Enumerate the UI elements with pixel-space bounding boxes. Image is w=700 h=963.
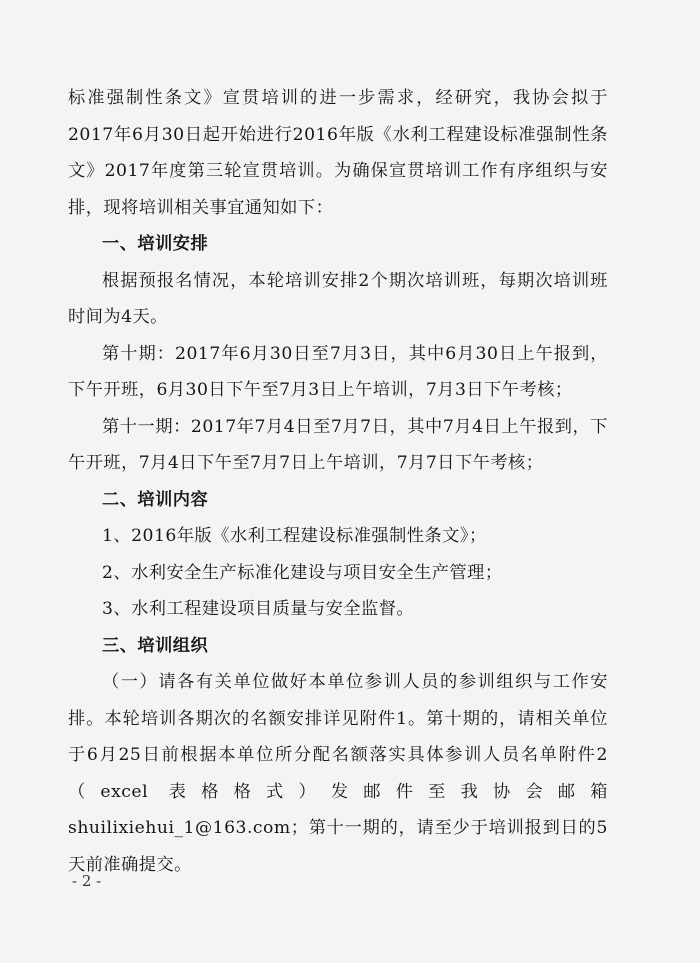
- document-body: [68, 80, 608, 883]
- paragraph-schedule-overview: 根据预报名情况，本轮培训安排2个期次培训班，每期次培训班时间为4天。: [68, 270, 608, 327]
- heading-training-content: 二、培训内容: [102, 489, 209, 510]
- paragraph-session-11: 第十一期：2017年7月4日至7月7日，其中7月4日上午报到，下午开班，7月4日下午至7月7日上午培训，7月7日下午考核；: [68, 416, 608, 473]
- content-item-1: 1、2016年版《水利工程建设标准强制性条文》；: [102, 526, 487, 546]
- paragraph-session-10: 第十期：2017年6月30日至7月3日，其中6月30日上午报到，下午开班，6月30日下午至7月3日上午培训，7月3日下午考核；: [68, 343, 608, 400]
- page-number: - 2 -: [72, 872, 102, 890]
- heading-training-schedule: 一、培训安排: [102, 234, 209, 254]
- paragraph-organization-1: （一）请各有关单位做好本单位参训人员的参训组织与工作安排。本轮培训各期次的名额安排详见附件1。第十期的，请相关单位于6月25日前根据本单位所分配名额落实具体参训人员名单附件2（excel 表格格式）发邮件至我协会邮箱 shuilixiehui_1@163.com；第十一期的，请至少于培训报到日的5天前准确提交。: [68, 672, 608, 875]
- heading-training-organization: 三、培训组织: [102, 635, 209, 656]
- content-item-2: 2、水利安全生产标准化建设与项目安全生产管理；: [102, 562, 503, 583]
- paragraph-intro: 标准强制性条文》宣贯培训的进一步需求，经研究，我协会拟于2017年6月30日起开始进行2016年版《水利工程建设标准强制性条文》2017年度第三轮宣贯培训。为确保宣贯培训工作有序组织与安排，现将培训相关事宜通知如下：: [68, 88, 608, 218]
- content-item-3: 3、水利工程建设项目质量与安全监督。: [102, 599, 415, 619]
